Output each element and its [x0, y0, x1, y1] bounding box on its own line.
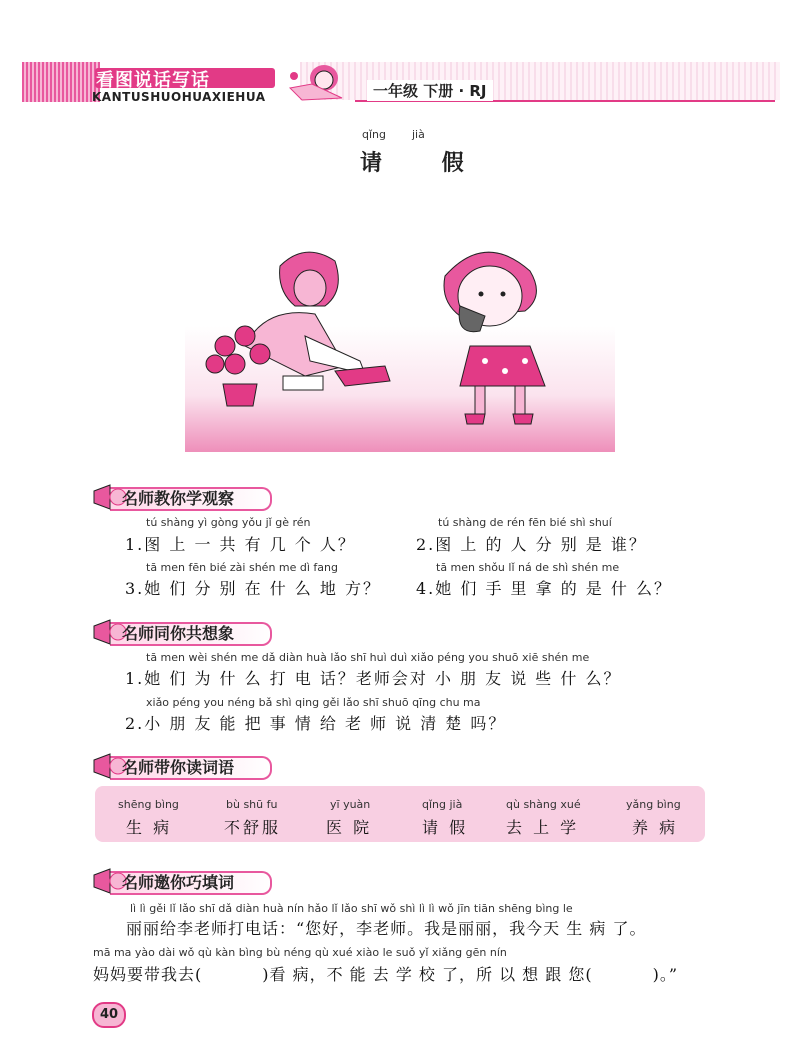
fill-line1-pinyin: lì lì gěi lǐ lǎo shī dǎ diàn huà nín hǎo lǐ lǎo shī wǒ shì lì lì wǒ jīn tiān shēng bìng le	[130, 902, 573, 915]
vocab-word: 医 院	[326, 818, 373, 837]
imagine-q1-pinyin: tā men wèi shén me dǎ diàn huà lǎo shī huì duì xiǎo péng you shuō xiē shén me	[146, 651, 590, 664]
section-observe-title: 名师教你学观察	[122, 489, 235, 508]
imagine-q2: 2.小 朋 友 能 把 事 情 给 老 师 说 清 楚 吗？	[125, 714, 507, 733]
vocab-word: 生 病	[126, 818, 173, 837]
vocab-pinyin: shēng bìng	[118, 798, 179, 811]
vocab-pinyin: yī yuàn	[330, 798, 371, 811]
section-imagine-title: 名师同你共想象	[122, 624, 235, 643]
section-observe-header	[92, 483, 332, 509]
observe-q4-pinyin: tā men shǒu lǐ ná de shì shén me	[436, 561, 620, 574]
section-words-title: 名师带你读词语	[122, 758, 235, 777]
fill-line2	[93, 962, 678, 985]
header-pattern	[22, 62, 100, 102]
fill-line1: 丽丽给李老师打电话：“您好，李老师。我是丽丽，我今天 生 病 了。	[126, 919, 647, 938]
section-fill-title: 名师邀你巧填词	[122, 873, 235, 892]
observe-q2: 2.图 上 的 人 分 别 是 谁？	[416, 535, 647, 554]
vocab-word: 不舒服	[224, 818, 282, 837]
page-title: 请 假	[360, 150, 490, 176]
vocab-word: 去 上 学	[506, 818, 580, 837]
vocab-word: 请 假	[422, 818, 469, 837]
book-logo: 看图说话写话	[96, 70, 210, 91]
title-pinyin-2: jià	[412, 128, 425, 141]
vocabulary-box	[95, 786, 705, 842]
fill-line2-part3: )。”	[652, 965, 679, 984]
vocab-pinyin: bù shū fu	[226, 798, 278, 811]
page-number: 40	[92, 1002, 126, 1028]
imagine-q1: 1.她 们 为 什 么 打 电 话？老师会对 小 朋 友 说 些 什 么？	[125, 669, 622, 688]
observe-q4: 4.她 们 手 里 拿 的 是 什 么？	[416, 579, 672, 598]
imagine-q2-pinyin: xiǎo péng you néng bǎ shì qing gěi lǎo shī shuō qīng chu ma	[146, 696, 481, 709]
observe-q1: 1.图 上 一 共 有 几 个 人？	[125, 535, 356, 554]
vocab-pinyin: qǐng jià	[422, 798, 463, 811]
section-imagine-header	[92, 618, 332, 644]
section-fill-header	[92, 867, 332, 893]
observe-q3-pinyin: tā men fēn bié zài shén me dì fang	[146, 561, 339, 574]
fill-line2-pinyin: mā ma yào dài wǒ qù kàn bìng bù néng qù xué xiào le suǒ yǐ xiǎng gēn nín	[93, 946, 507, 959]
fill-line2-part1: 妈妈要带我去(	[93, 965, 203, 984]
vocab-pinyin: qù shàng xué	[506, 798, 581, 811]
observe-q1-pinyin: tú shàng yì gòng yǒu jǐ gè rén	[146, 516, 311, 529]
header-girl-icon	[282, 58, 352, 106]
fill-line2-part2: )看 病，不 能 去 学 校 了，所 以 想 跟 您(	[262, 965, 593, 984]
grade-label: 一年级 下册 · RJ	[367, 80, 493, 101]
book-logo-pinyin: KANTUSHUOHUAXIEHUA	[92, 90, 266, 104]
title-pinyin-1: qǐng	[362, 128, 386, 141]
section-words-header	[92, 752, 332, 778]
vocab-word: 养 病	[632, 818, 679, 837]
illustration-image	[185, 236, 615, 452]
observe-q3: 3.她 们 分 别 在 什 么 地 方？	[125, 579, 381, 598]
vocab-pinyin: yǎng bìng	[626, 798, 681, 811]
observe-q2-pinyin: tú shàng de rén fēn bié shì shuí	[438, 516, 612, 529]
